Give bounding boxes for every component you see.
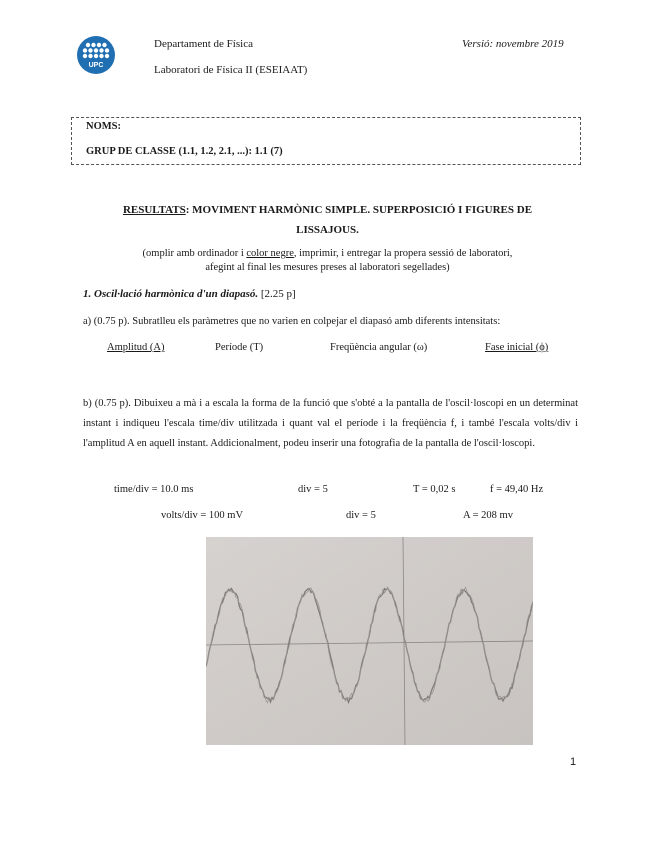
div-count-volts: div = 5 [346,510,376,521]
frequency-value: f = 49,40 Hz [490,484,544,495]
amplitude-value: A = 208 mv [463,510,513,521]
department-name: Departament de Física [154,38,253,50]
document-title [100,200,555,240]
question-a-text: a) (0.75 p). Subratlleu els paràmetres que no varien en colpejar el diapasó amb diferents intensitats: [83,316,501,327]
time-div-value: time/div = 10.0 ms [114,484,194,495]
option-period: Període (T) [215,342,264,353]
instructions-underlined: color negre [246,248,294,259]
instructions-part2: , imprimir, i entregar la propera sessió de laboratori, [293,248,513,259]
instructions-line2: afegint al final les mesures preses al laboratori segellades) [205,262,450,273]
page-number: 1 [570,756,577,768]
title-prefix: RESULTATS [122,204,186,216]
upc-logo [77,36,115,74]
volts-div-value: volts/div = 100 mV [161,510,244,521]
svg-text:UPC: UPC [88,62,104,69]
option-initial-phase: Fase inicial (ϕ) [485,342,549,353]
section-1-title: 1. Oscil·lació harmònica d'un diapasó. [83,288,259,300]
option-amplitude: Amplitud (A) [107,342,165,353]
question-b-text: b) (0.75 p). Dibuixeu a mà i a escala la forma de la funció que s'obté a la pantalla de l'oscil·loscopi en un determinat instant i indiqueu l'escala time/div utilitzada i quant val el període i la freqüència f, i també l'escala volts/div i l'amplitud A en aquell instant. Addicionalment, podeu inserir una fotografia de la pantalla de l'oscil·loscopi. [83,398,578,449]
student-info-box [71,117,581,165]
section-1-points: [2.25 p] [258,288,296,300]
names-label: NOMS: [86,121,121,132]
option-angular-frequency: Freqüència angular (ω) [330,342,428,353]
laboratory-name: Laboratori de Física II (ESEIAAT) [154,64,308,76]
instructions-part1: (omplir amb ordinador i [142,248,247,259]
section-1-heading [83,288,296,300]
instructions [100,247,555,275]
title-rest: : MOVIMENT HARMÒNIC SIMPLE. SUPERPOSICIÓ I FIGURES DE LISSAJOUS. [185,204,533,236]
version-label: Versió: novembre 2019 [462,38,564,50]
div-count-time: div = 5 [298,484,328,495]
oscilloscope-photo [206,537,533,745]
period-value: T = 0,02 s [413,484,456,495]
class-group-label: GRUP DE CLASSE (1.1, 1.2, 2.1, ...): 1.1 (7) [86,146,283,157]
